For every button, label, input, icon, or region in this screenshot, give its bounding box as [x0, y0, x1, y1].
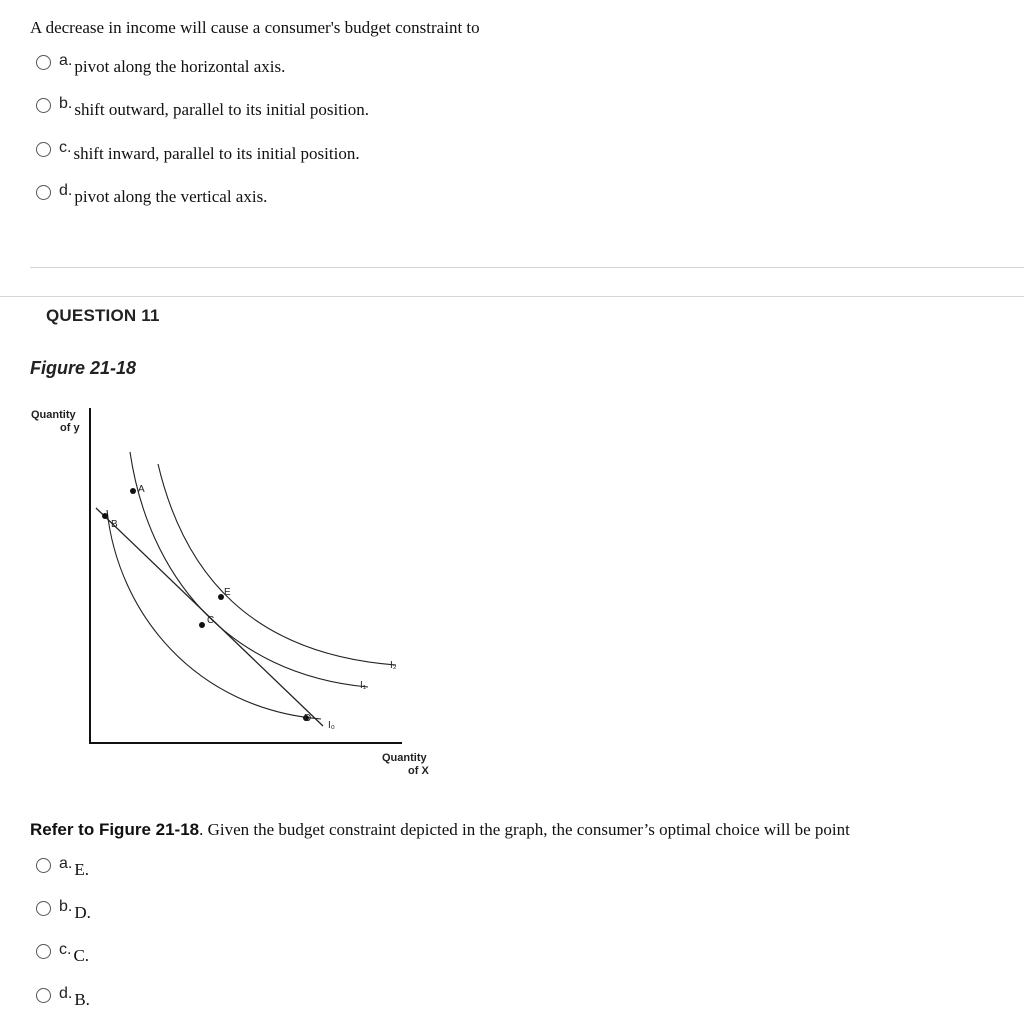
indifference-curve-graph — [26, 404, 446, 784]
option-letter: b. — [59, 898, 73, 915]
q11-radio-d[interactable] — [36, 988, 51, 1003]
q10-option-c[interactable] — [36, 139, 360, 165]
option-text: pivot along the vertical axis. — [74, 187, 268, 206]
y-axis-label-line1: Quantity — [31, 409, 76, 421]
q11-radio-c[interactable] — [36, 944, 51, 959]
option-text: shift inward, parallel to its initial position. — [73, 144, 360, 163]
indifference-curve-i2 — [158, 464, 396, 665]
option-letter: a. — [59, 52, 73, 69]
point-a-label: A — [138, 484, 145, 495]
point-d-label: D — [304, 713, 312, 724]
q10-option-d[interactable] — [36, 182, 267, 208]
point-c-label: C — [207, 615, 215, 626]
option-letter: c. — [59, 139, 72, 156]
figure-reference: Refer to Figure 21-18 — [30, 820, 200, 839]
point-b-label: B — [111, 519, 118, 530]
q10-radio-b[interactable] — [36, 98, 51, 113]
option-text: D. — [74, 903, 91, 922]
question-separator — [0, 296, 1024, 297]
question-11-header: QUESTION 11 — [46, 306, 160, 325]
q11-radio-b[interactable] — [36, 901, 51, 916]
option-letter: a. — [59, 855, 73, 872]
option-letter: b. — [59, 95, 73, 112]
point-e-label: E — [224, 587, 231, 598]
x-axis-label-line1: Quantity — [382, 752, 427, 764]
option-letter: d. — [59, 182, 73, 199]
indifference-curve-i1 — [130, 452, 368, 687]
option-text: C. — [73, 946, 90, 965]
option-text: B. — [74, 990, 90, 1009]
divider — [30, 267, 1024, 268]
curve-label-i0: I₀ — [328, 720, 335, 731]
question-11-text — [30, 820, 850, 840]
option-text: shift outward, parallel to its initial position. — [74, 100, 369, 119]
option-letter: d. — [59, 985, 73, 1002]
q10-radio-d[interactable] — [36, 185, 51, 200]
q10-option-b[interactable] — [36, 95, 369, 121]
point-b — [102, 513, 108, 519]
q11-option-c[interactable] — [36, 941, 89, 967]
q11-option-a[interactable] — [36, 855, 89, 881]
q10-radio-a[interactable] — [36, 55, 51, 70]
q11-option-d[interactable] — [36, 985, 90, 1011]
q11-option-b[interactable] — [36, 898, 91, 924]
q10-option-a[interactable] — [36, 52, 285, 78]
y-axis-label-line2: of y — [60, 422, 80, 434]
x-axis-label-line2: of X — [408, 765, 429, 777]
point-c — [199, 622, 205, 628]
question-11-body: . Given the budget constraint depicted in the graph, the consumer’s optimal choice will be point — [199, 820, 850, 839]
curve-label-i2: I₂ — [390, 660, 397, 671]
option-text: pivot along the horizontal axis. — [74, 57, 286, 76]
option-letter: c. — [59, 941, 72, 958]
option-text: E. — [74, 860, 89, 879]
q11-radio-a[interactable] — [36, 858, 51, 873]
figure-title: Figure 21-18 — [30, 358, 137, 378]
curve-label-i1: I₁ — [360, 680, 367, 691]
point-a — [130, 488, 136, 494]
q10-radio-c[interactable] — [36, 142, 51, 157]
question-10-text: A decrease in income will cause a consumer's budget constraint to — [30, 18, 480, 37]
